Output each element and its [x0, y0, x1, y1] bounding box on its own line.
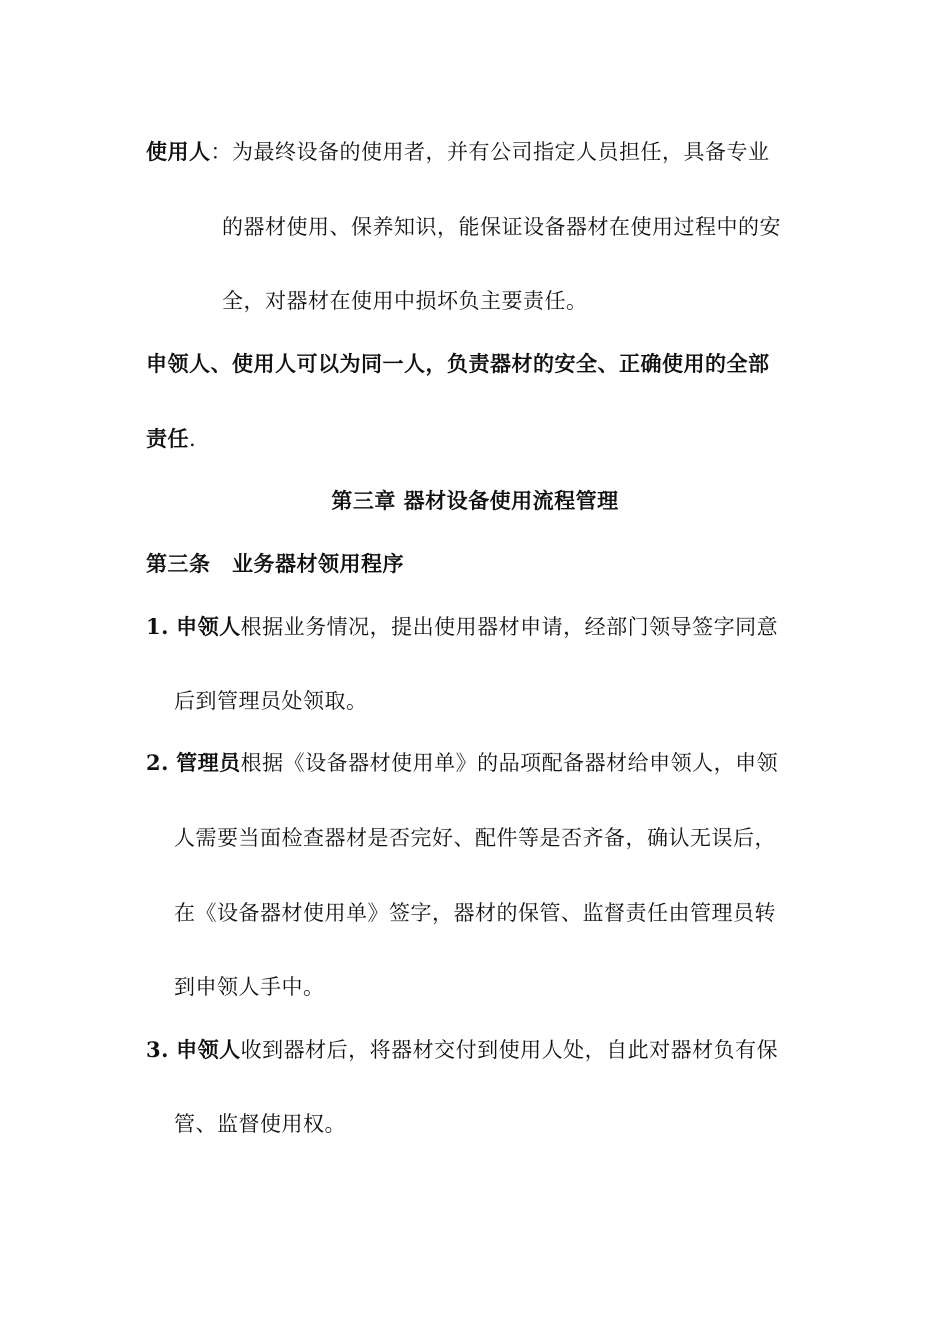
- step-3-number: 3.: [146, 1037, 169, 1062]
- step-1-number: 1.: [146, 614, 169, 639]
- step-3-actor: 申领人: [176, 1037, 241, 1062]
- joint-note-line-1: 申领人、使用人可以为同一人，负责器材的安全、正确使用的全部: [146, 351, 770, 376]
- step-1-line-2: 后到管理员处领取。: [174, 689, 368, 713]
- step-1-actor: 申领人: [176, 614, 241, 639]
- definition-separator: ：: [210, 140, 232, 164]
- step-3-line-1: [146, 1035, 778, 1065]
- step-2-line-4: 到申领人手中。: [174, 975, 325, 999]
- joint-note-responsibility: 责任: [146, 426, 189, 451]
- joint-note-line-2: [146, 424, 196, 454]
- definition-term: 使用人: [146, 139, 211, 164]
- definition-text-1: 为最终设备的使用者，并有公司指定人员担任，具备专业: [232, 140, 770, 164]
- definition-line-2: 的器材使用、保养知识，能保证设备器材在使用过程中的安: [222, 215, 781, 239]
- step-3-line-2: 管、监督使用权。: [174, 1112, 346, 1136]
- step-2-actor: 管理员: [176, 750, 241, 775]
- step-2-line-2: 人需要当面检查器材是否完好、配件等是否齐备，确认无误后，: [174, 826, 776, 850]
- step-2-line-3: 在《设备器材使用单》签字，器材的保管、监督责任由管理员转: [174, 901, 776, 925]
- joint-note-period: .: [189, 427, 197, 451]
- step-3-text-1: 收到器材后，将器材交付到使用人处，自此对器材负有保: [240, 1038, 779, 1062]
- step-1-text-1: 根据业务情况，提出使用器材申请，经部门领导签字同意: [240, 615, 779, 639]
- chapter-title: 第三章 器材设备使用流程管理: [331, 488, 619, 513]
- step-2-number: 2.: [146, 750, 169, 775]
- article-title: 第三条 业务器材领用程序: [146, 551, 404, 576]
- step-2-line-1: [146, 748, 778, 778]
- step-2-text-1: 根据《设备器材使用单》的品项配备器材给申领人，申领: [240, 751, 779, 775]
- definition-line-3: 全，对器材在使用中损坏负主要责任。: [222, 289, 588, 313]
- definition-line-1: [146, 137, 770, 167]
- step-1-line-1: [146, 612, 778, 642]
